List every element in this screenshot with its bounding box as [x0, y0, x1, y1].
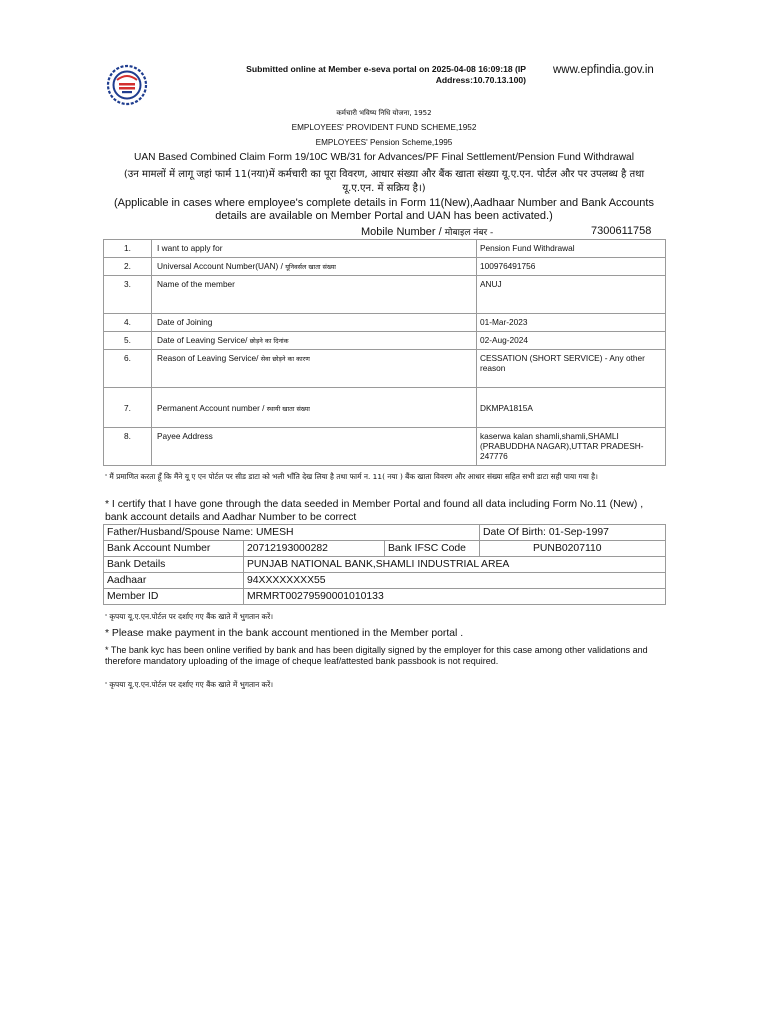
- row-value: Pension Fund Withdrawal: [477, 240, 666, 258]
- row-label-hindi: यूनिवर्सल खाता संख्या: [285, 263, 336, 271]
- row-value: 01-Mar-2023: [477, 314, 666, 332]
- row-value: CESSATION (SHORT SERVICE) - Any other reason: [477, 350, 666, 388]
- row-number: 4.: [104, 314, 152, 332]
- row-label-text: I want to apply for: [157, 243, 223, 253]
- row-label-text: Name of the member: [157, 279, 235, 289]
- row-label: [152, 276, 477, 314]
- row-value: 02-Aug-2024: [477, 332, 666, 350]
- table-row: [104, 350, 666, 388]
- table-row: [104, 240, 666, 258]
- mobile-number-line: [361, 225, 661, 238]
- mobile-number: 7300611758: [591, 225, 652, 237]
- mobile-label: Mobile Number /: [361, 226, 442, 238]
- ifsc-code: PUNB0207110: [533, 543, 602, 554]
- table-row: [104, 332, 666, 350]
- date-of-birth: Date Of Birth: 01-Sep-1997: [480, 525, 666, 541]
- row-label: [152, 388, 477, 428]
- row-number: 6.: [104, 350, 152, 388]
- table-row: [104, 589, 666, 605]
- table-row: [104, 573, 666, 589]
- member-id-value: MRMRT00279590001010133: [244, 589, 666, 605]
- aadhaar-label: Aadhaar: [104, 573, 244, 589]
- row-label-text: Permanent Account number /: [157, 402, 267, 413]
- table-row: [104, 276, 666, 314]
- row-label-hindi: सेवा छोड़ने का कारण: [260, 355, 310, 363]
- certification-text: * I certify that I have gone through the data seeded in Member Portal and found all data including Form No.11 (New) , bank account details and Aadhar Number to be correct: [105, 499, 644, 523]
- bank-details-value: PUNJAB NATIONAL BANK,SHAMLI INDUSTRIAL AREA: [244, 557, 666, 573]
- row-label-text: Date of Leaving Service/: [157, 335, 250, 345]
- form-title: UAN Based Combined Claim Form 19/10C WB/31 for Advances/PF Final Settlement/Pension Fund Withdrawal: [134, 152, 634, 163]
- row-label: [152, 332, 477, 350]
- table-row: [104, 258, 666, 276]
- row-label: [152, 350, 477, 388]
- claim-details-table: [103, 239, 666, 466]
- scheme-name-eps: EMPLOYEES' Pension Scheme,1995: [315, 138, 453, 147]
- epfo-logo: [106, 64, 148, 106]
- row-number: 8.: [104, 428, 152, 466]
- row-number: 3.: [104, 276, 152, 314]
- table-row: [104, 557, 666, 573]
- payment-note-hindi: ' कृपया यू.ए.एन.पोर्टल पर दर्शाए गए बैंक खाते में भुगतान करें।: [105, 612, 274, 621]
- row-label-text: Date of Joining: [157, 317, 213, 327]
- bank-details-label: Bank Details: [104, 557, 244, 573]
- aadhaar-value: 94XXXXXXXX55: [244, 573, 666, 589]
- row-number: 7.: [104, 388, 152, 428]
- table-row: [104, 525, 666, 541]
- applicability-note: (Applicable in cases where employee's complete details in Form 11(New),Aadhaar Number and Bank Accounts details are available on Member Portal and UAN has been activated.): [114, 197, 654, 222]
- row-value: DKMPA1815A: [477, 388, 666, 428]
- table-row: [104, 388, 666, 428]
- website-url: www.epfindia.gov.in: [553, 64, 654, 76]
- row-label-hindi: छोड़ने का दिनांक: [249, 337, 289, 345]
- bank-details-table: [103, 524, 666, 605]
- ifsc-label: Bank IFSC Code: [385, 541, 480, 557]
- scheme-name-hindi: कर्मचारी भविष्य निधि योजना, 1952: [336, 109, 432, 117]
- footer-note-hindi: ' कृपया यू.ए.एन.पोर्टल पर दर्शाए गए बैंक खाते में भुगतान करें।: [105, 680, 274, 689]
- row-label-hindi: स्थायी खाता संख्या: [266, 404, 310, 413]
- scheme-name-epf: EMPLOYEES' PROVIDENT FUND SCHEME,1952: [291, 123, 477, 132]
- applicability-note-hindi: (उन मामलों में लागू जहां फार्म 11(नया)में कर्मचारी का पूरा विवरण, आधार संख्या और बैंक खाता संख्या यू.ए.एन. पोर्टल और पर उपलब्ध है तथा यू.ए.एन. में सक्रिय है।): [123, 169, 645, 194]
- row-label: [152, 258, 477, 276]
- row-label-text: Reason of Leaving Service/: [157, 353, 261, 363]
- member-id-label: Member ID: [104, 589, 244, 605]
- row-label: [152, 428, 477, 466]
- row-label: [152, 314, 477, 332]
- row-number: 2.: [104, 258, 152, 276]
- row-value: 100976491756: [477, 258, 666, 276]
- row-label: [152, 240, 477, 258]
- table-row: [104, 541, 666, 557]
- row-value: ANUJ: [477, 276, 666, 314]
- row-label-text: Payee Address: [157, 431, 213, 441]
- certification-hindi: ' मैं प्रमाणित करता हूँ कि मैंने यू ए एन पोर्टल पर सीड डाटा को भली भाँति देख लिया है तथा फार्म न. 11( नया ) बैंक खाता विवरण और आधार संख्या सहित सभी डाटा सही पाया गया है।: [105, 472, 598, 481]
- account-value: 20712193000282: [244, 541, 385, 557]
- table-row: [104, 428, 666, 466]
- payment-note: * Please make payment in the bank account mentioned in the Member portal .: [105, 628, 464, 639]
- table-row: [104, 314, 666, 332]
- row-value: kaserwa kalan shamli,shamli,SHAMLI (PRABUDDHA NAGAR),UTTAR PRADESH-247776: [477, 428, 666, 466]
- row-number: 5.: [104, 332, 152, 350]
- father-name: Father/Husband/Spouse Name: UMESH: [104, 525, 480, 541]
- submission-info: Submitted online at Member e-seva portal on 2025-04-08 16:09:18 (IP Address:10.70.13.100): [246, 64, 526, 85]
- row-number: 1.: [104, 240, 152, 258]
- ifsc-value: [480, 541, 666, 557]
- kyc-note: * The bank kyc has been online verified by bank and has been digitally signed by the employer for this case among other validations and therefore mandatory uploading of the image of cheque leaf/attested bank passbook is not required.: [105, 645, 648, 666]
- account-label: Bank Account Number: [104, 541, 244, 557]
- mobile-label-hindi: मोबाइल नंबर -: [444, 228, 494, 238]
- row-label-text: Universal Account Number(UAN) /: [157, 261, 286, 271]
